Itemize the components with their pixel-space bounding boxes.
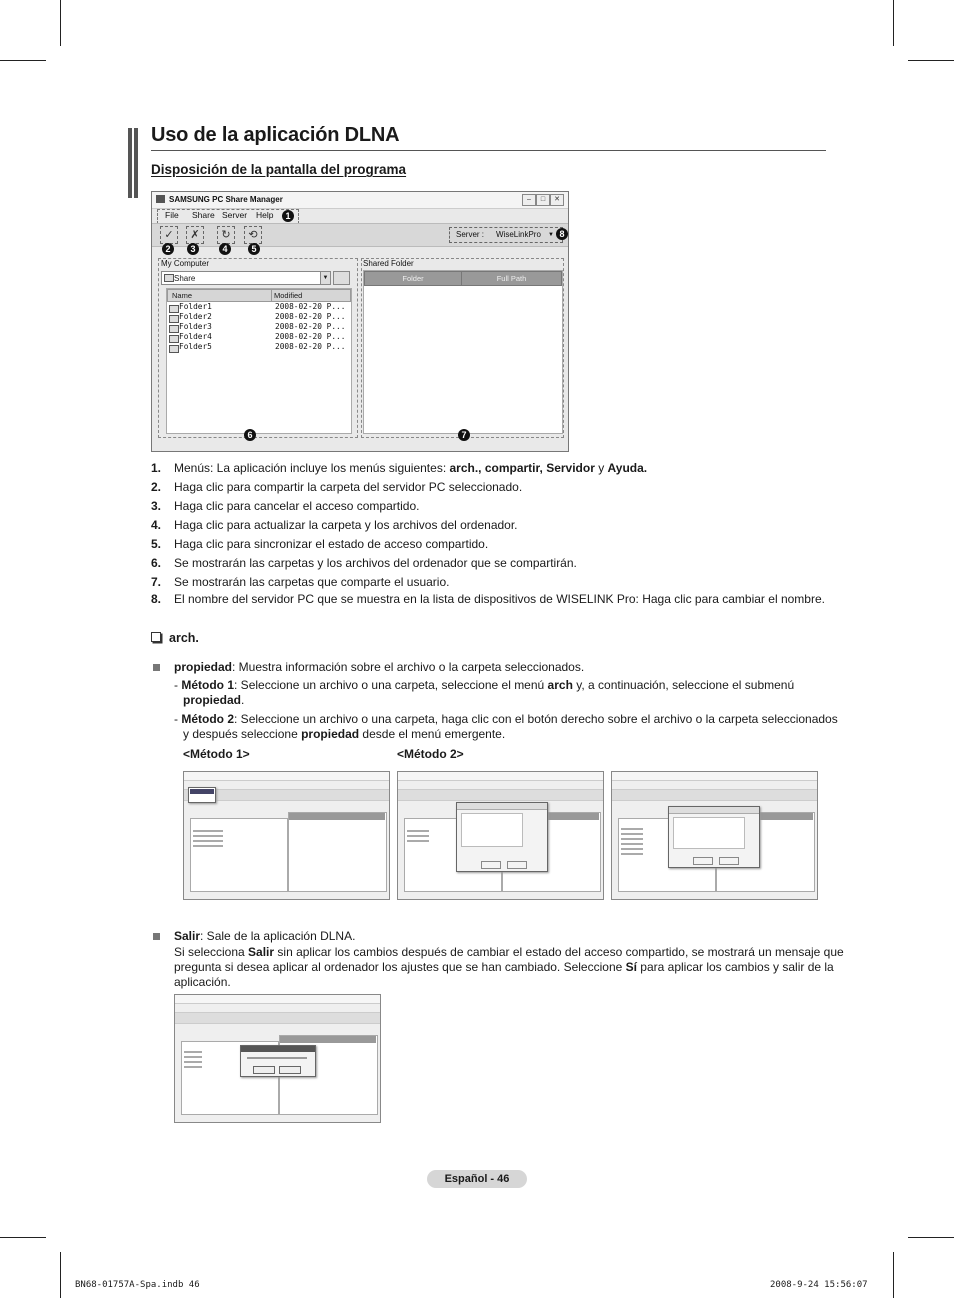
list-item: 3. Haga clic para cancelar el acceso compartido. bbox=[151, 499, 420, 513]
properties-dialog bbox=[456, 802, 548, 872]
folder-icon bbox=[169, 345, 179, 353]
window-titlebar bbox=[152, 192, 568, 209]
callout-4: 4 bbox=[219, 243, 231, 255]
col-header-name[interactable]: Name bbox=[167, 289, 273, 302]
crop-mark bbox=[893, 1252, 894, 1298]
callout-1: 1 bbox=[282, 210, 294, 222]
list-item-name[interactable]: Folder3 bbox=[179, 322, 212, 331]
crop-mark bbox=[60, 1252, 61, 1298]
callout-5: 5 bbox=[248, 243, 260, 255]
method1-paragraph: - Método 1: Seleccione un archivo o una carpeta, seleccione el menú arch y, a continuación, seleccione el submenú bbox=[174, 678, 795, 692]
app-logo-icon bbox=[156, 195, 165, 203]
share-manager-screenshot bbox=[151, 191, 569, 452]
method2-paragraph: - Método 2: Seleccione un archivo o una carpeta, haga clic con el botón derecho sobre el archivo o la carpeta seleccionados bbox=[174, 712, 838, 726]
section-subtitle: Disposición de la pantalla del programa bbox=[151, 162, 407, 177]
server-selector[interactable] bbox=[449, 227, 563, 243]
callout-7: 7 bbox=[458, 429, 470, 441]
folder-icon bbox=[169, 325, 179, 333]
menu-server[interactable]: Server bbox=[222, 210, 248, 220]
server-label: Server : bbox=[456, 230, 485, 239]
minimize-icon[interactable]: – bbox=[522, 194, 536, 206]
page-number: Español - 46 bbox=[427, 1170, 527, 1188]
exit-dialog bbox=[240, 1045, 316, 1077]
close-icon[interactable]: ✕ bbox=[550, 194, 564, 206]
salir-line: aplicación. bbox=[174, 975, 231, 989]
menu-bar bbox=[157, 210, 457, 222]
crop-mark bbox=[908, 60, 954, 61]
crop-mark bbox=[908, 1237, 954, 1238]
method2-screenshot-a bbox=[397, 771, 604, 900]
list-item: 6. Se mostrarán las carpetas y los archivos del ordenador que se compartirán. bbox=[151, 556, 577, 570]
window-title: SAMSUNG PC Share Manager bbox=[169, 195, 283, 204]
cancel-share-icon[interactable]: ✗ bbox=[186, 226, 204, 244]
page-title: Uso de la aplicación DLNA bbox=[151, 124, 400, 146]
method2-paragraph-cont: y después seleccione propiedad desde el menú emergente. bbox=[183, 727, 506, 741]
chevron-down-icon: ▼ bbox=[320, 272, 330, 284]
prop-paragraph: propiedad: Muestra información sobre el archivo o la carpeta seleccionados. bbox=[174, 660, 585, 674]
section-bar bbox=[128, 128, 138, 198]
shared-list[interactable] bbox=[363, 270, 563, 434]
share-icon[interactable]: ✓ bbox=[160, 226, 178, 244]
exit-screenshot bbox=[174, 994, 381, 1123]
list-item: 2. Haga clic para compartir la carpeta del servidor PC seleccionado. bbox=[151, 480, 523, 494]
callout-2: 2 bbox=[162, 243, 174, 255]
sync-icon[interactable]: ⟲ bbox=[244, 226, 262, 244]
crop-mark bbox=[893, 0, 894, 46]
crop-mark bbox=[60, 0, 61, 46]
folder-icon bbox=[164, 274, 174, 282]
up-folder-button[interactable] bbox=[333, 271, 350, 285]
folder-icon bbox=[169, 335, 179, 343]
square-bullet-icon bbox=[153, 933, 160, 940]
list-item-modified: 2008-02-20 P... bbox=[275, 302, 346, 311]
folder-icon bbox=[169, 305, 179, 313]
list-item-name[interactable]: Folder4 bbox=[179, 332, 212, 341]
salir-line: Si selecciona Salir sin aplicar los cambios después de cambiar el estado del acceso compartido, se mostrará un mensaje que bbox=[174, 945, 844, 959]
refresh-icon[interactable]: ↻ bbox=[217, 226, 235, 244]
menu-file[interactable]: File bbox=[165, 210, 179, 220]
callout-3: 3 bbox=[187, 243, 199, 255]
checkbox-bullet-icon bbox=[151, 632, 161, 642]
arch-heading: arch. bbox=[151, 631, 199, 645]
maximize-icon[interactable]: □ bbox=[536, 194, 550, 206]
list-item-modified: 2008-02-20 P... bbox=[275, 342, 346, 351]
col-header-modified[interactable]: Modified bbox=[271, 289, 351, 302]
crop-mark bbox=[0, 60, 46, 61]
menu-help[interactable]: Help bbox=[256, 210, 274, 220]
properties-dialog bbox=[668, 806, 760, 868]
method1-screenshot bbox=[183, 771, 390, 900]
crop-mark bbox=[0, 1237, 46, 1238]
method2-label: <Método 2> bbox=[397, 747, 464, 761]
list-item-name[interactable]: Folder2 bbox=[179, 312, 212, 321]
list-item: 7. Se mostrarán las carpetas que comparte el usuario. bbox=[151, 575, 450, 589]
col-header-folder[interactable]: Folder bbox=[364, 271, 462, 286]
callout-8: 8 bbox=[556, 228, 568, 240]
callout-6: 6 bbox=[244, 429, 256, 441]
list-item-modified: 2008-02-20 P... bbox=[275, 312, 346, 321]
toolbar bbox=[152, 223, 568, 247]
file-submenu bbox=[188, 787, 216, 803]
print-date-info: 2008-9-24 15:56:07 bbox=[770, 1280, 868, 1290]
salir-line: pregunta si desea aplicar al ordenador los ajustes que se han cambiado. Seleccione Sí para aplicar los cambios y salir de la bbox=[174, 960, 834, 974]
print-file-info: BN68-01757A-Spa.indb 46 bbox=[75, 1280, 200, 1290]
list-item: 4. Haga clic para actualizar la carpeta y los archivos del ordenador. bbox=[151, 518, 518, 532]
my-computer-label: My Computer bbox=[161, 259, 210, 268]
list-item: 8. El nombre del servidor PC que se muestra en la lista de dispositivos de WISELINK Pro: Haga clic para cambiar el nombre. bbox=[151, 592, 825, 606]
shared-folder-label: Shared Folder bbox=[363, 259, 414, 268]
col-header-full-path[interactable]: Full Path bbox=[461, 271, 562, 286]
method1-label: <Método 1> bbox=[183, 747, 250, 761]
list-item: 1. Menús: La aplicación incluye los menús siguientes: arch., compartir, Servidor y Ayuda. bbox=[151, 461, 648, 475]
list-item: 5. Haga clic para sincronizar el estado de acceso compartido. bbox=[151, 537, 489, 551]
method1-paragraph-cont: propiedad. bbox=[183, 693, 245, 707]
square-bullet-icon bbox=[153, 664, 160, 671]
combo-value: Share bbox=[174, 274, 196, 283]
method2-screenshot-b bbox=[611, 771, 818, 900]
folder-icon bbox=[169, 315, 179, 323]
title-rule bbox=[151, 150, 826, 151]
folder-combo[interactable] bbox=[161, 271, 331, 285]
list-item-modified: 2008-02-20 P... bbox=[275, 332, 346, 341]
steps-list bbox=[151, 459, 831, 609]
menu-share[interactable]: Share bbox=[192, 210, 215, 220]
salir-paragraph: Salir: Sale de la aplicación DLNA. bbox=[174, 929, 356, 943]
list-item-name[interactable]: Folder5 bbox=[179, 342, 212, 351]
server-value: WiseLinkPro bbox=[496, 230, 541, 239]
list-item-modified: 2008-02-20 P... bbox=[275, 322, 346, 331]
chevron-down-icon: ▼ bbox=[548, 232, 554, 238]
list-item-name[interactable]: Folder1 bbox=[179, 302, 212, 311]
